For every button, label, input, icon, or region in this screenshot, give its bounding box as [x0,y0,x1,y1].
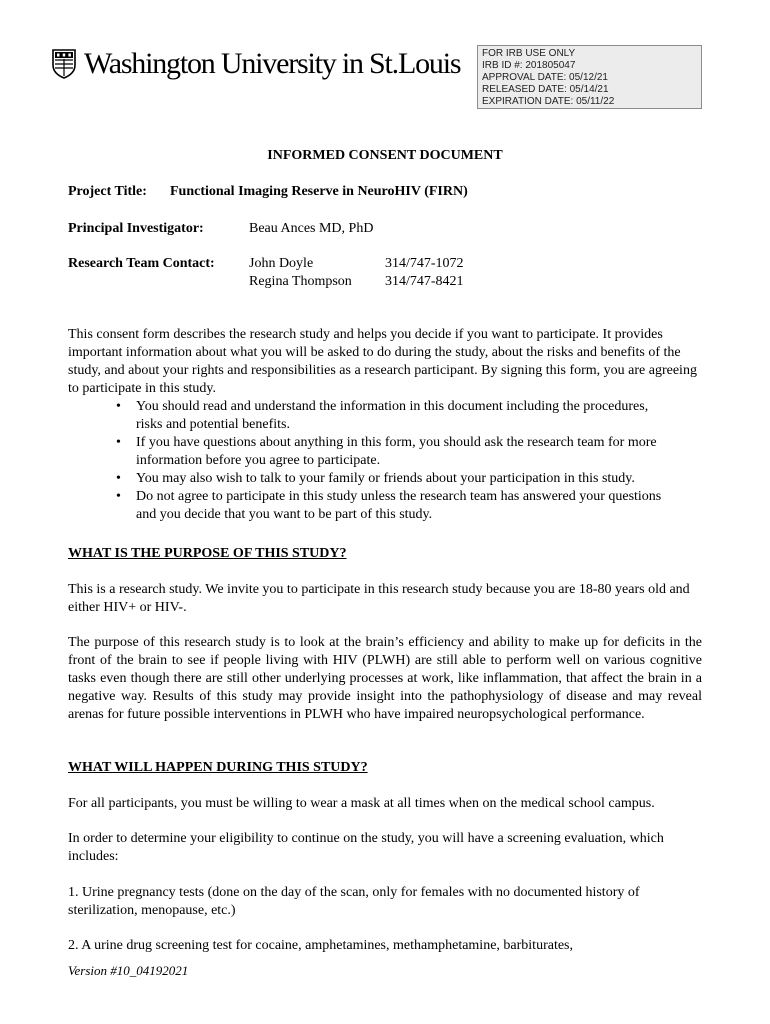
procedures-paragraph-2: In order to determine your eligibility to continue on the study, you will have a screening evaluation, which includes: [68,831,664,864]
bullet-item: • If you have questions about anything in this form, you should ask the research team for more information before you agree to participate. [116,434,671,470]
purpose-paragraph-1: This is a research study. We invite you to participate in this research study because you are 18-80 years old and either HIV+ or HIV-. [68,582,690,615]
contact-name: Regina Thompson [249,274,352,289]
screening-item-2: 2. A urine drug screening test for cocaine, amphetamines, methamphetamine, barbiturates, [68,938,573,953]
contact-name: John Doyle [249,256,314,271]
principal-investigator-label: Principal Investigator: [68,221,204,236]
principal-investigator-value: Beau Ances MD, PhD [249,221,374,236]
screening-item-1: 1. Urine pregnancy tests (done on the day of the scan, only for females with no documented history of sterilization, menopause, etc.) [68,885,640,918]
irb-id: IRB ID #: 201805047 [482,60,576,71]
intro-paragraph: This consent form describes the research study and helps you decide if you want to participate. It provides important information about what you will be asked to do during the study, about the risks and benefits of the study, and about your rights and responsibilities as a research participant. By signing this form, you are agreeing to participate in this study. [68,327,697,396]
intro-bullet-list [116,398,671,524]
purpose-paragraph-2: The purpose of this research study is to look at the brain’s efficiency and ability to make up for deficits in the front of the brain to see if people living with HIV (PLWH) are still able to perform well on various cognitive tasks even though there are still other underlying processes at work, like inflammation, that affect the brain in a negative way. Results of this study may provide insight into the pathophysiology of disease and may reveal arenas for future possible interventions in PLWH who have impaired neuropsychological performance. [68,635,702,722]
irb-expiration-date: EXPIRATION DATE: 05/11/22 [482,96,615,107]
university-shield-icon [52,49,76,79]
document-title: INFORMED CONSENT DOCUMENT [267,148,503,163]
contact-phone: 314/747-1072 [385,256,464,271]
irb-line: FOR IRB USE ONLY [482,48,576,59]
irb-stamp-box [477,45,702,109]
procedures-paragraph-1: For all participants, you must be willing to wear a mask at all times when on the medical school campus. [68,796,655,811]
contact-phone: 314/747-8421 [385,274,464,289]
procedures-heading: WHAT WILL HAPPEN DURING THIS STUDY? [68,760,368,775]
project-title-value: Functional Imaging Reserve in NeuroHIV (FIRN) [170,184,468,199]
university-wordmark: Washington University in St.Louis [84,47,461,80]
irb-released-date: RELEASED DATE: 05/14/21 [482,84,609,95]
research-team-contact-label: Research Team Contact: [68,256,215,271]
bullet-item: • You should read and understand the information in this document including the procedures, risks and potential benefits. [116,398,671,434]
project-title-label: Project Title: [68,184,147,199]
bullet-item: • Do not agree to participate in this study unless the research team has answered your questions and you decide that you want to be part of this study. [116,488,671,524]
university-logo [52,44,460,84]
bullet-item: • You may also wish to talk to your family or friends about your participation in this study. [116,470,671,488]
intro-section [68,326,702,524]
irb-approval-date: APPROVAL DATE: 05/12/21 [482,72,608,83]
document-version: Version #10_04192021 [68,963,189,978]
purpose-heading: WHAT IS THE PURPOSE OF THIS STUDY? [68,546,347,561]
